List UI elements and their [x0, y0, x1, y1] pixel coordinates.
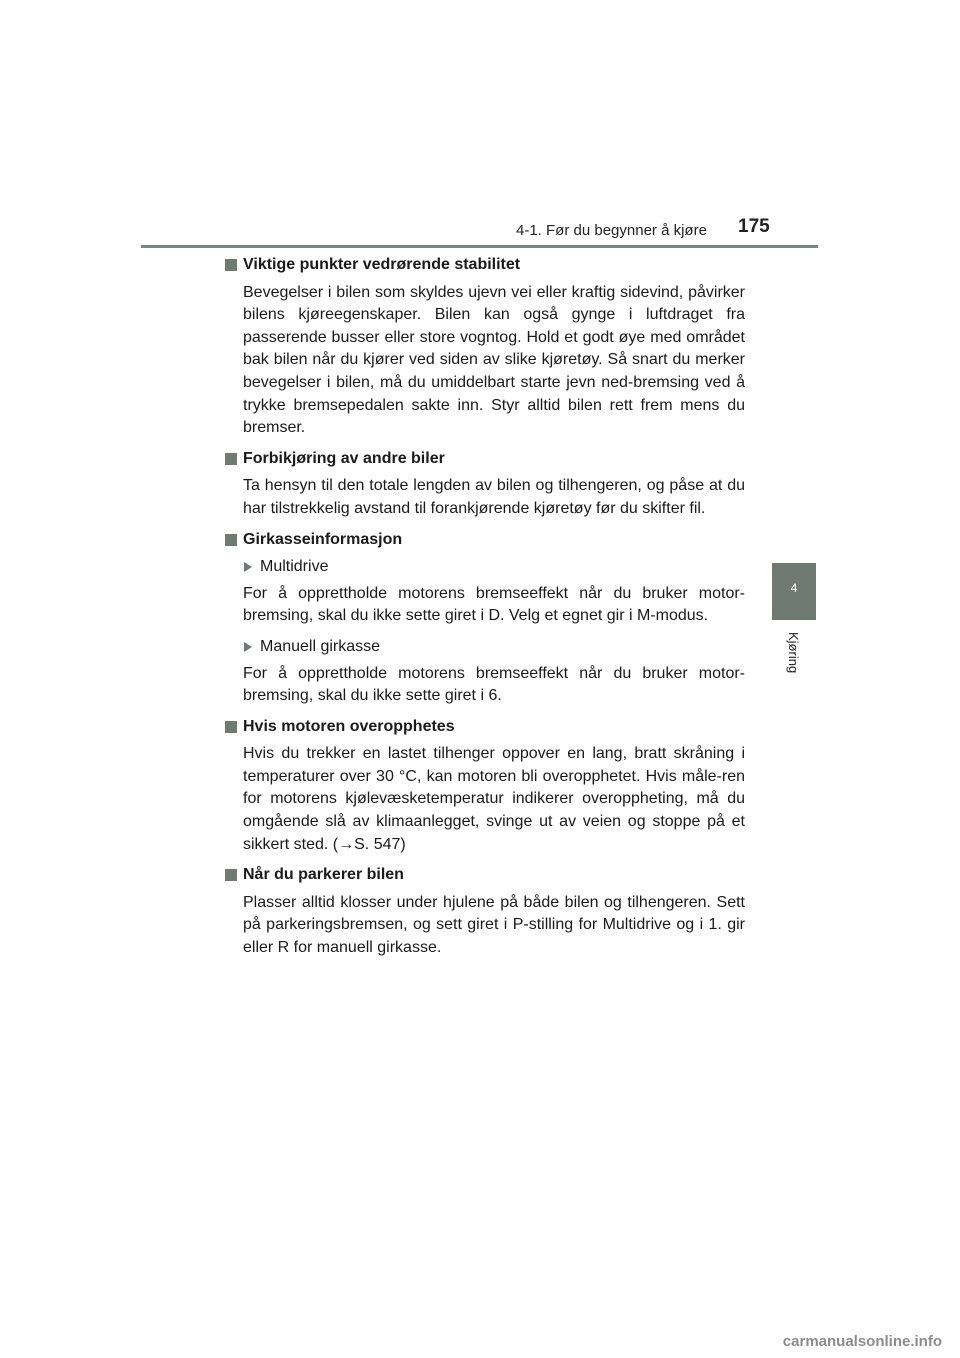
- section-heading: [223, 529, 745, 552]
- square-bullet-icon: [225, 721, 237, 733]
- square-bullet-icon: [225, 453, 237, 465]
- section-heading: [223, 448, 745, 471]
- header-divider: [141, 245, 818, 248]
- section-heading-text: Forbikjøring av andre biler: [243, 449, 445, 467]
- section-heading-text: Hvis motoren overopphetes: [243, 717, 455, 735]
- section-heading: [223, 254, 745, 277]
- subsection-title: [243, 636, 745, 659]
- chapter-number: 4: [790, 581, 798, 595]
- section-parking: [223, 864, 745, 959]
- watermark-text: carmanualsonline.info: [782, 1333, 942, 1350]
- square-bullet-icon: [225, 259, 237, 271]
- subsection-paragraph: For å opprettholde motorens bremseeffekt når du bruker motor-bremsing, skal du ikke sette giret i D. Velg et egnet gir i M-modus.: [243, 584, 745, 625]
- section-paragraph: Plasser alltid klosser under hjulene på både bilen og tilhengeren. Sett på parkeringsbremsen, og sett giret i P-stilling for Multidrive og i 1. gir eller R for manuell girkasse.: [243, 893, 745, 957]
- section-transmission: [223, 529, 745, 708]
- section-stability: [223, 254, 745, 440]
- section-paragraph: Hvis du trekker en lastet tilhenger oppover en lang, bratt skråning i temperaturer over 30 °C, kan motoren bli overopphetet. Hvis måle-ren for motorens kjølevæsketemperatur indikerer overoppheting, må du omgående slå av klimaanlegget, svinge ut av veien og stoppe på et sikkert sted. (→S. 547): [243, 745, 745, 853]
- subsection-paragraph: For å opprettholde motorens bremseeffekt når du bruker motor-bremsing, skal du ikke sette giret i 6.: [243, 664, 745, 705]
- square-bullet-icon: [225, 534, 237, 546]
- subsection-title-text: Manuell girkasse: [260, 637, 381, 655]
- page-number: 175: [738, 216, 770, 237]
- subsection-title: [243, 556, 745, 579]
- section-title: 4-1. Før du begynner å kjøre: [516, 222, 707, 239]
- section-heading: [223, 864, 745, 887]
- section-heading-text: Når du parkerer bilen: [243, 866, 404, 884]
- section-paragraph: Ta hensyn til den totale lengden av bilen og tilhengeren, og påse at du har tilstrekkelig avstand til forankjørende kjøretøy før du skifter fil.: [243, 477, 745, 517]
- page-content: [223, 254, 745, 968]
- section-heading: [223, 716, 745, 739]
- section-paragraph: Bevegelser i bilen som skyldes ujevn vei eller kraftig sidevind, påvirker bilens kjøreegenskaper. Bilen kan også gynge i luftdraget fra passerende busser eller store vogntog. Hold et godt øye med området bak bilen når du kjører ved siden av slike kjøretøy. Så snart du merker bevegelser i bilen, må du umiddelbart starte jevn ned-bremsing ved å trykke bremsepedalen sakte inn. Styr alltid bilen rett frem mens du bremser.: [243, 283, 745, 437]
- chapter-tab[interactable]: [772, 563, 816, 620]
- subsection-title-text: Multidrive: [260, 558, 329, 576]
- triangle-bullet-icon: [244, 562, 252, 572]
- section-heading-text: Girkasseinformasjon: [243, 530, 403, 548]
- triangle-bullet-icon: [244, 642, 252, 652]
- section-overheating: [223, 716, 745, 857]
- section-overtaking: [223, 448, 745, 521]
- square-bullet-icon: [225, 869, 237, 881]
- section-heading-text: Viktige punkter vedrørende stabilitet: [243, 256, 521, 273]
- chapter-label: Kjøring: [786, 632, 801, 674]
